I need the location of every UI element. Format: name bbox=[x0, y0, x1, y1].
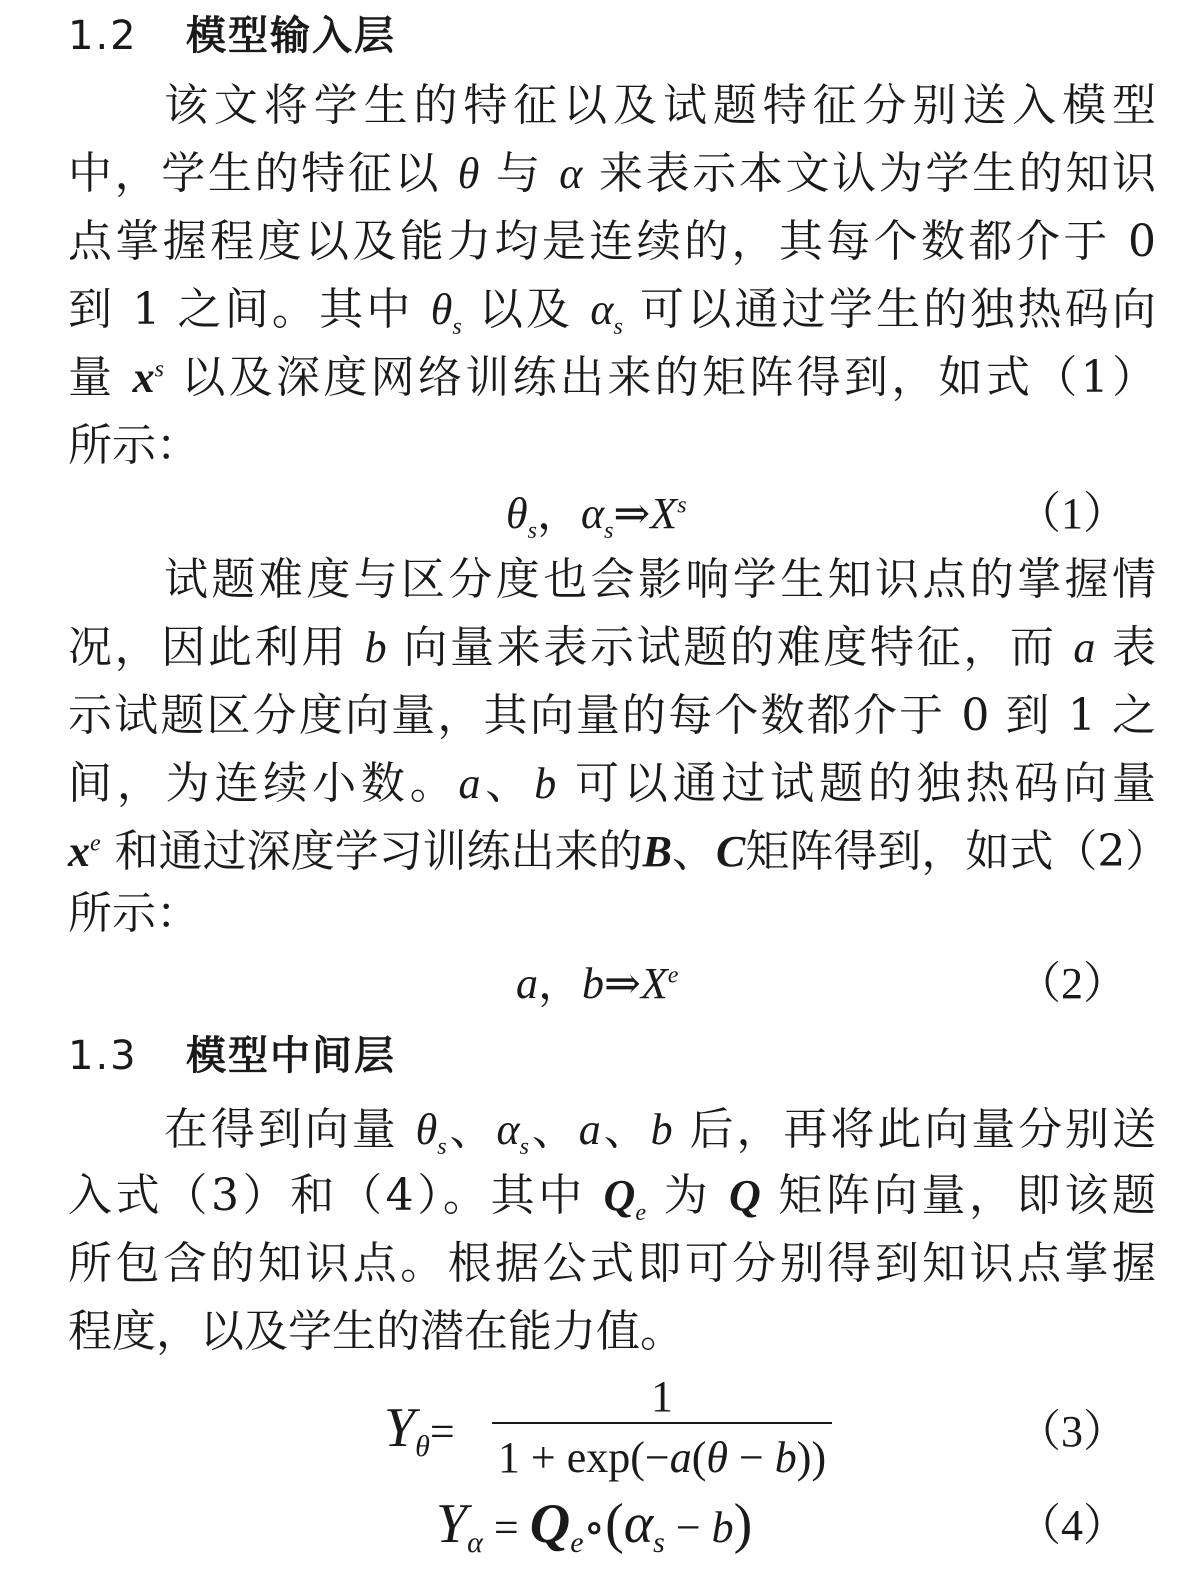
equation-number-3: （3） bbox=[1017, 1407, 1127, 1456]
paragraph-line: 在得到向量 $\theta_s$、$\alpha_s$、a、b 后，再将此向量分别送 bbox=[164, 1104, 1156, 1160]
fraction-bar bbox=[492, 1422, 832, 1424]
paragraph-line: 中，学生的特征以 θ 与 α 来表示本文认为学生的知识 bbox=[68, 148, 1156, 199]
paragraph-line: 到 1 之间。其中 $\theta_s$ 以及 $\alpha_s$ 可以通过学生的独热码向 bbox=[68, 284, 1156, 340]
paragraph-line: 所示： bbox=[68, 420, 200, 471]
paragraph-line: 所示： bbox=[68, 888, 200, 939]
paragraph-line: 入式（3）和（4）。其中 $Q_e$ 为 Q 矩阵向量，即该题 bbox=[68, 1170, 1156, 1226]
equation-1: $\theta_s$，$\alpha_s\Rightarrow X^s$ bbox=[506, 489, 687, 544]
equation-4: $Y_\alpha$ = $Q_e\circ(\alpha_s - b)$ bbox=[436, 1493, 753, 1559]
paragraph-line: 况，因此利用 b 向量来表示试题的难度特征，而 a 表 bbox=[68, 622, 1156, 673]
section-number: 1.2 bbox=[68, 13, 138, 59]
equation-2: a，b⇒Xe bbox=[516, 959, 679, 1008]
paragraph-line: 试题难度与区分度也会影响学生知识点的掌握情 bbox=[164, 554, 1156, 605]
equation-number-4: （4） bbox=[1017, 1501, 1127, 1550]
equation-number-1: （1） bbox=[1017, 489, 1127, 538]
equation-3-fraction bbox=[492, 1372, 832, 1492]
paragraph-line: 间，为连续小数。a、b 可以通过试题的独热码向量 bbox=[68, 758, 1156, 809]
section-heading-1-2 bbox=[68, 8, 396, 64]
section-heading-1-3 bbox=[68, 1028, 396, 1084]
paragraph-line: 量 $x^s$ 以及深度网络训练出来的矩阵得到，如式（1） bbox=[68, 352, 1156, 403]
paragraph-line: 点掌握程度以及能力均是连续的，其每个数都介于 0 bbox=[68, 216, 1156, 267]
section-title: 模型中间层 bbox=[186, 1033, 396, 1079]
equation-3-lhs: $Y_\theta=$ bbox=[384, 1397, 455, 1463]
paragraph-line: 该文将学生的特征以及试题特征分别送入模型 bbox=[164, 80, 1156, 131]
paragraph-line: 程度，以及学生的潜在能力值。 bbox=[68, 1306, 684, 1357]
paragraph-line: $x^e$ 和通过深度学习训练出来的B、C矩阵得到，如式（2） bbox=[68, 826, 1170, 877]
equation-number-2: （2） bbox=[1017, 959, 1127, 1008]
section-number: 1.3 bbox=[68, 1033, 138, 1079]
paragraph-line: 示试题区分度向量，其向量的每个数都介于 0 到 1 之 bbox=[68, 690, 1156, 741]
fraction-denominator: 1 + exp(−a(θ − b)) bbox=[497, 1433, 827, 1482]
paragraph-line: 所包含的知识点。根据公式即可分别得到知识点掌握 bbox=[68, 1238, 1156, 1289]
fraction-numerator: 1 bbox=[651, 1372, 673, 1421]
section-title: 模型输入层 bbox=[186, 13, 396, 59]
